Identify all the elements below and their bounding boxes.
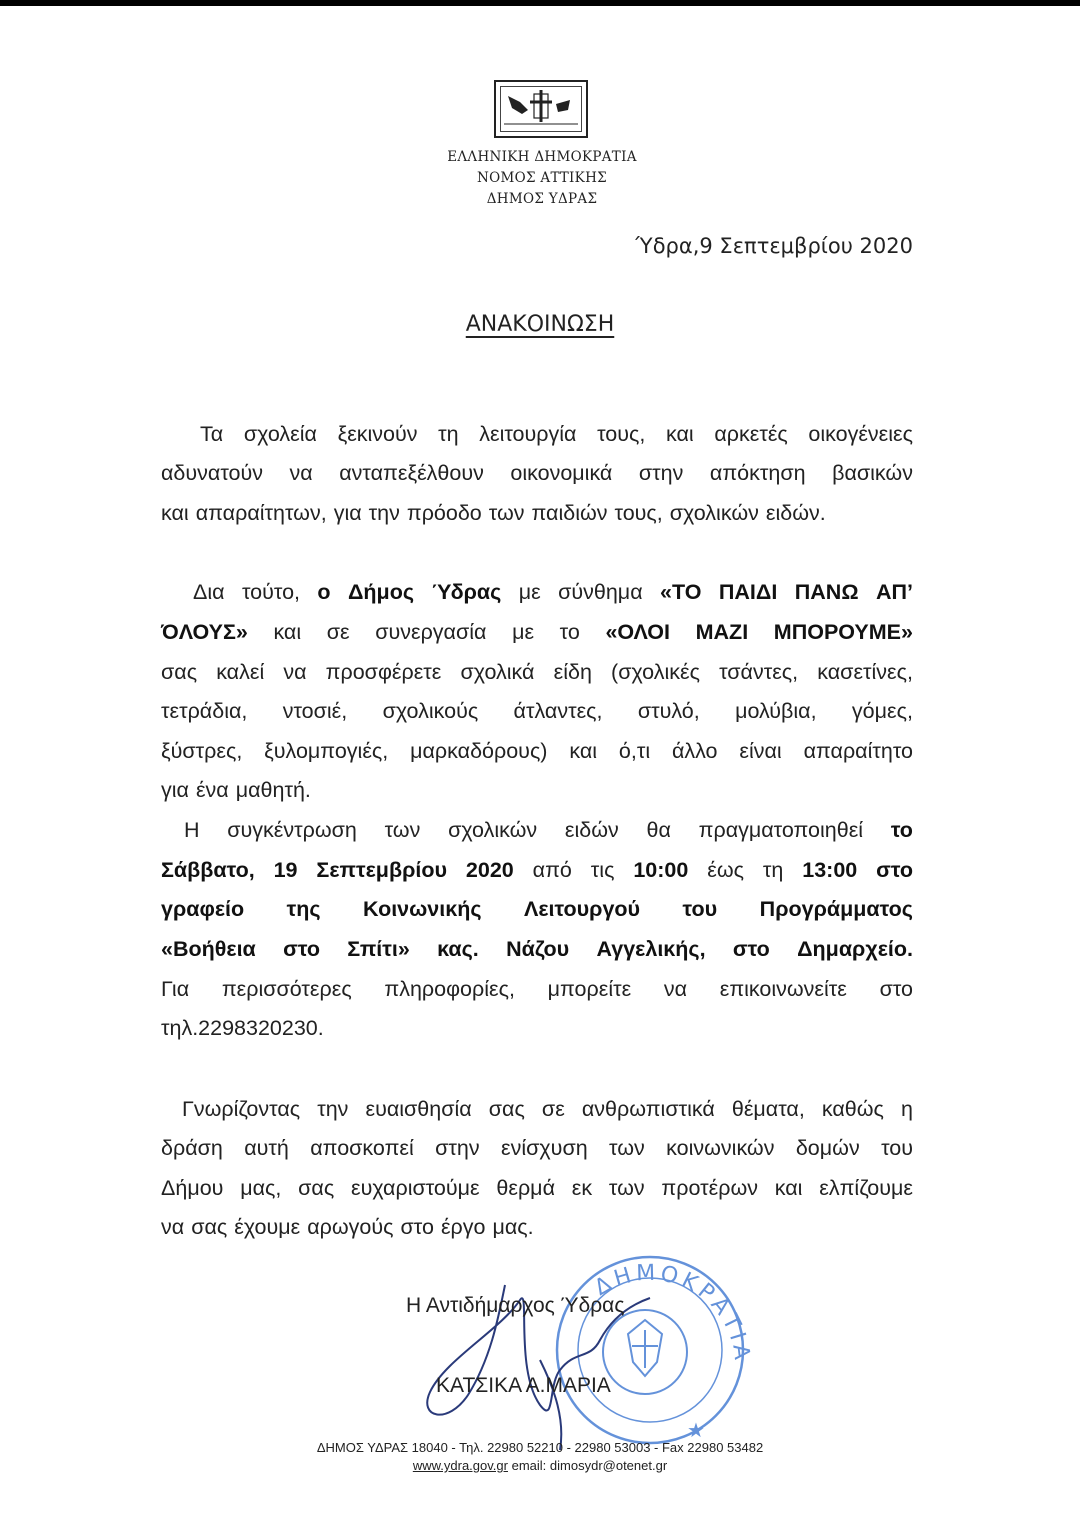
body-word: σας [191,1215,228,1239]
body-word: οικογένειες [808,422,913,446]
svg-text:ΔΗΜΟΚΡΑΤΙΑ: ΔΗΜΟΚΡΑΤΙΑ [590,1260,755,1365]
body-word: σας [298,1176,335,1200]
body-word: ειδών. [765,501,826,525]
body-word: Δημαρχείο. [797,937,913,961]
body-word: ελπίζουμε [819,1176,913,1200]
body-word: συνεργασία [375,620,487,644]
body-word: ΜΑΖΙ [695,620,749,644]
letterhead-republic: ΕΛΛΗΝΙΚΗ ΔΗΜΟΚΡΑΤΙΑ [447,149,637,165]
body-word: και [774,1176,803,1200]
body-line [161,1215,913,1240]
body-word: για [333,501,362,525]
body-word: μολύβια, [735,699,817,723]
body-word: σχολικούς [382,699,479,723]
body-line [182,1097,913,1122]
body-word: «Βοήθεια [161,937,256,961]
body-word: μαθητή. [235,778,311,802]
document-date: Ύδρα,9 Σεπτεμβρίου 2020 [635,234,913,258]
body-word: 13:00 [802,858,858,882]
body-word: ευχαριστούμε [350,1176,480,1200]
body-line [161,739,913,764]
body-word: έως [707,858,744,882]
body-word: απόκτηση [709,461,806,485]
body-word: ντοσιέ, [282,699,348,723]
body-word: των [488,501,525,525]
body-word: ανταπεξέλθουν [339,461,484,485]
body-word: 19 [273,858,298,882]
body-word: γραφείο [161,897,245,921]
body-word: και [665,422,694,446]
body-word: τσάντες, [719,660,799,684]
body-word: τετράδια, [161,699,248,723]
body-word: «ΤΟ [660,580,702,604]
letterhead-municipality: ΔΗΜΟΣ ΥΔΡΑΣ [486,191,598,207]
body-word: είναι [739,739,782,763]
body-word: η [901,1097,913,1121]
body-word: Αγγελικής, [596,937,706,961]
body-word: απαραίτητο [803,739,913,763]
footer-contact: ΔΗΜΟΣ ΥΔΡΑΣ 18040 - Τηλ. 22980 52210 - 22980 53003 - Fax 22980 53482 [316,1440,764,1455]
body-line [161,461,913,486]
body-word: τούτο, [241,580,301,604]
body-line [161,858,913,883]
body-word: τους, [614,501,663,525]
body-word: 2020 [465,858,514,882]
body-word: καθώς [821,1097,884,1121]
body-word: για [161,778,189,802]
body-word: να [663,977,688,1001]
body-word: Ύδρας [431,580,502,604]
document-title [340,312,740,337]
body-line [161,1176,913,1201]
body-word: σχολικών [669,501,759,525]
body-word: και [273,620,302,644]
body-word: σχολικών [448,818,538,842]
body-line [161,699,913,724]
body-word: είδη [553,660,592,684]
body-word: στο [732,937,770,961]
body-line [161,620,913,645]
body-word: λειτουργία [479,422,577,446]
body-word: αδυνατούν [161,461,263,485]
body-word: ειδών [564,818,619,842]
body-word: Τα [200,422,224,446]
body-line [161,501,913,526]
body-word: ενίσχυση [501,1136,588,1160]
body-line [193,580,913,605]
signatory-title: Η Αντιδήμαρχος Ύδρας [406,1294,625,1317]
body-word: αυτή [244,1136,289,1160]
body-word: άλλο [671,739,718,763]
body-word: αποσκοπεί [310,1136,414,1160]
body-line [161,937,913,962]
body-word: θερμά [496,1176,555,1200]
body-word: ξυλομπογιές, [264,739,389,763]
body-word: μπορείτε [547,977,632,1001]
body-word: Δια [193,580,225,604]
body-word: τηλ.2298320230. [161,1016,324,1040]
body-word: να [289,461,313,485]
body-word: θέματα, [731,1097,805,1121]
body-word: σε [326,620,350,644]
body-word: στην [435,1136,480,1160]
body-word: των [608,1176,645,1200]
body-word: από [532,858,572,882]
body-word: τους, [597,422,646,446]
body-word: τη [762,858,784,882]
body-word: μαρκαδόρους) [410,739,548,763]
body-word: έργο [440,1215,486,1239]
letterhead-prefecture: ΝΟΜΟΣ ΑΤΤΙΚΗΣ [476,170,607,186]
body-word: το [890,818,913,842]
body-word: μας, [240,1176,282,1200]
body-word: Σεπτεμβρίου [316,858,447,882]
body-word: της [286,897,321,921]
body-word: αρκετές [714,422,788,446]
body-word: 10:00 [633,858,689,882]
body-word: Σπίτι» [347,937,410,961]
body-word: «ΟΛΟΙ [605,620,671,644]
body-line [161,1136,913,1161]
body-word: εκ [571,1176,593,1200]
body-word: πραγματοποιηθεί [698,818,864,842]
body-word: ο [317,580,331,604]
body-word: Δήμου [161,1176,224,1200]
body-word: Σάββατο, [161,858,255,882]
body-word: σε [541,1097,565,1121]
body-word: προσφέρετε [325,660,442,684]
body-word: Για [161,977,190,1001]
body-word: στο [283,937,320,961]
body-word: ΠΑΙΔΙ [718,580,778,604]
body-word: Κοινωνικής [363,897,482,921]
body-word: ένα [195,778,229,802]
body-word: των [384,818,421,842]
body-word: την [368,501,400,525]
body-line [200,422,913,447]
body-line [161,1016,913,1041]
body-word: κοινωνικών [666,1136,775,1160]
svg-text:★: ★ [687,1418,705,1442]
body-word: και [161,501,189,525]
body-word: κας. [437,937,479,961]
body-word: δράση [161,1136,223,1160]
body-word: ξύστρες, [161,739,243,763]
body-word: δομών [795,1136,860,1160]
body-word: επικοινωνείτε [719,977,847,1001]
body-word: στο [400,1215,434,1239]
body-word: Δήμος [347,580,415,604]
body-line [161,977,913,1002]
footer-web [260,1458,820,1473]
body-word: την [317,1097,349,1121]
body-word: (σχολικές [611,660,700,684]
body-word: το [559,620,580,644]
body-word: στην [638,461,684,485]
body-word: καλεί [216,660,265,684]
body-word: γόμες, [851,699,913,723]
body-word: περισσότερες [221,977,352,1001]
body-word: κασετίνες, [817,660,913,684]
body-word: των [609,1136,645,1160]
body-word: στυλό, [637,699,700,723]
body-word: πληροφορίες, [384,977,515,1001]
body-word: του [682,897,718,921]
body-line [161,660,913,685]
body-word: ευαισθησία [365,1097,472,1121]
body-word: Η [184,818,200,842]
body-word: απαραίτητων, [195,501,327,525]
body-word: Γνωρίζοντας [182,1097,301,1121]
body-word: ανθρωπιστικά [581,1097,715,1121]
body-word: σας [488,1097,525,1121]
body-word: βασικών [832,461,913,485]
body-word: ΠΑΝΩ [794,580,859,604]
body-word: Προγράμματος [759,897,913,921]
body-word: συγκέντρωση [227,818,357,842]
body-word: σχολικά [460,660,535,684]
body-word: άτλαντες, [513,699,603,723]
body-line [161,897,913,922]
body-word: σας [161,660,198,684]
body-word: παιδιών [531,501,608,525]
body-word: πρόοδο [406,501,482,525]
body-word: τη [438,422,459,446]
body-word: μας. [492,1215,534,1239]
body-word: Νάζου [506,937,570,961]
body-word: προτέρων [661,1176,758,1200]
body-word: στο [879,977,913,1001]
body-word: να [283,660,307,684]
top-border [0,0,1080,6]
title-text: ΑΝΑΚΟΙΝΩΣΗ [465,312,615,337]
body-word: ξεκινούν [337,422,418,446]
body-word: να [161,1215,185,1239]
body-line [184,818,913,843]
email-label: email: [511,1458,547,1473]
body-word: θα [646,818,671,842]
signatory-name: ΚΑΤΣΙΚΑ Α.ΜΑΡΙΑ [436,1374,611,1397]
body-word: αρωγούς [307,1215,394,1239]
body-word: Λειτουργού [524,897,641,921]
body-word: σύνθημα [558,580,643,604]
body-word: ΌΛΟΥΣ» [161,620,248,644]
body-word: με [518,580,541,604]
body-word: σχολεία [243,422,317,446]
website-link[interactable]: www.ydra.gov.gr [412,1458,508,1473]
body-word: οικονομικά [510,461,613,485]
body-line [161,778,913,803]
body-word: με [512,620,535,644]
body-word: έχουμε [234,1215,301,1239]
email-address[interactable]: dimosydr@otenet.gr [549,1458,668,1473]
body-word: ό,τι [618,739,651,763]
body-word: ΑΠ’ [875,580,913,604]
body-word: ΜΠΟΡΟΥΜΕ» [773,620,913,644]
municipality-logo [494,80,588,138]
body-word: τις [590,858,615,882]
body-word: στο [876,858,913,882]
body-word: του [881,1136,913,1160]
official-stamp [557,1257,754,1443]
body-word: και [569,739,598,763]
